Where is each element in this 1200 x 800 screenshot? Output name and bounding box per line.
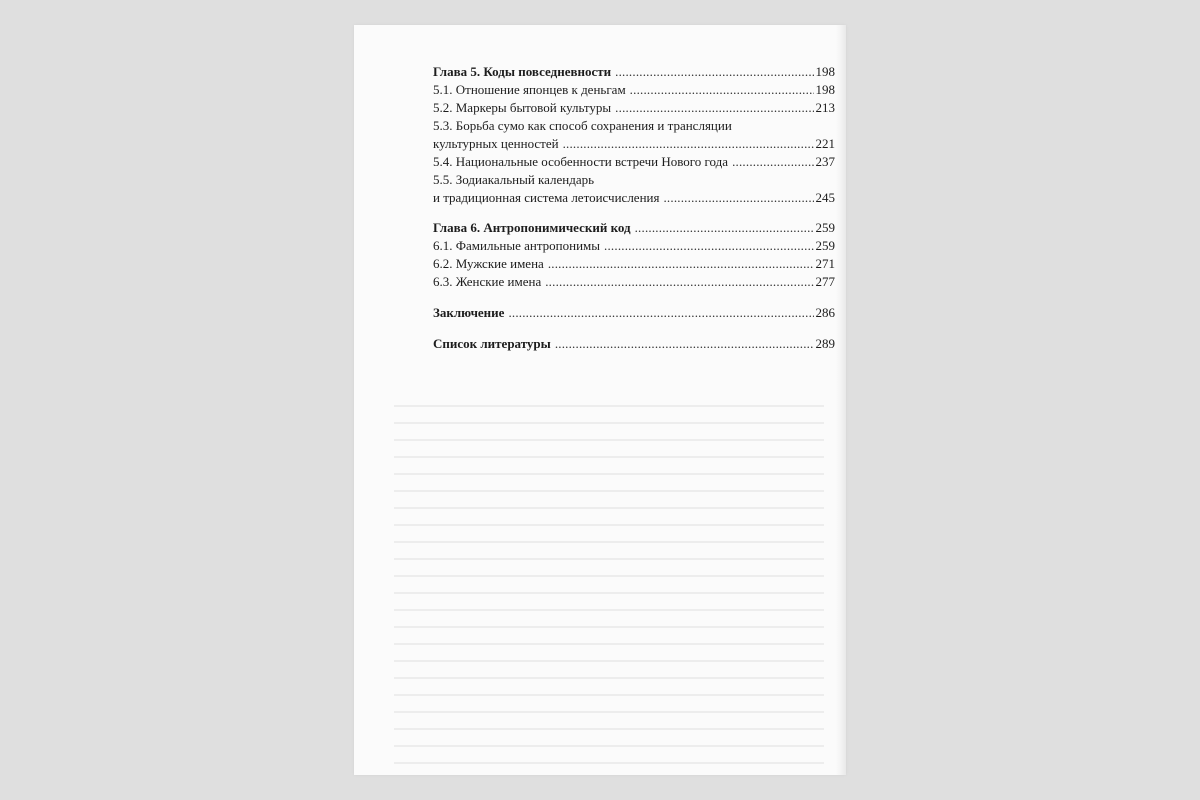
dot-leader — [604, 237, 813, 255]
toc-page-number: 286 — [815, 305, 835, 320]
toc-page-number: 289 — [815, 336, 835, 351]
toc-chapter-title: Список литературы — [433, 336, 551, 351]
toc-entry-label: 5.4. Национальные особенности встречи Нового года — [433, 154, 729, 169]
toc-entry-5-2 — [433, 99, 835, 117]
toc-entry-label-continued: и традиционная система летоисчисления — [433, 190, 660, 205]
dot-leader — [615, 99, 813, 117]
dot-leader — [615, 63, 813, 81]
table-of-contents — [433, 63, 835, 353]
dot-leader — [663, 189, 813, 207]
toc-entry-label: 6.1. Фамильные антропонимы — [433, 238, 601, 253]
toc-page-number: 245 — [815, 190, 835, 205]
toc-page-number: 277 — [815, 274, 835, 289]
toc-entry-6-2 — [433, 255, 835, 273]
toc-entry-5-4 — [433, 153, 835, 171]
toc-entry-5-1 — [433, 81, 835, 99]
toc-page-number: 198 — [815, 64, 835, 79]
toc-chapter-title: Заключение — [433, 305, 505, 320]
dot-leader — [732, 153, 813, 171]
toc-entry-label: 5.5. Зодиакальный календарь — [433, 172, 595, 187]
toc-entry-label: 5.2. Маркеры бытовой культуры — [433, 100, 612, 115]
spacer — [433, 291, 835, 304]
toc-entry-label: 5.3. Борьба сумо как способ сохранения и трансляции — [433, 118, 732, 133]
spacer — [433, 322, 835, 335]
dot-leader — [508, 304, 813, 322]
book-page — [354, 25, 846, 775]
toc-entry-5-5-line1 — [433, 171, 835, 189]
toc-page-number: 198 — [815, 82, 835, 97]
toc-entry-6-1 — [433, 237, 835, 255]
toc-entry-label-continued: культурных ценностей — [433, 136, 559, 151]
toc-page-number: 271 — [815, 256, 835, 271]
dot-leader — [545, 273, 813, 291]
toc-references — [433, 335, 835, 353]
toc-page-number: 213 — [815, 100, 835, 115]
toc-page-number: 221 — [815, 136, 835, 151]
toc-entry-label: 6.2. Мужские имена — [433, 256, 544, 271]
toc-entry-label: 5.1. Отношение японцев к деньгам — [433, 82, 626, 97]
toc-chapter-5 — [433, 63, 835, 81]
toc-entry-5-5-line2 — [433, 189, 835, 207]
dot-leader — [635, 219, 814, 237]
toc-chapter-title: Глава 6. Антропонимический код — [433, 220, 631, 235]
dot-leader — [630, 81, 814, 99]
toc-page-number: 259 — [815, 238, 835, 253]
dot-leader — [548, 255, 814, 273]
toc-conclusion — [433, 304, 835, 322]
dot-leader — [563, 135, 814, 153]
toc-entry-6-3 — [433, 273, 835, 291]
toc-chapter-6 — [433, 219, 835, 237]
toc-chapter-title: Глава 5. Коды повседневности — [433, 64, 612, 79]
spacer — [433, 207, 835, 219]
toc-page-number: 237 — [815, 154, 835, 169]
toc-entry-5-3-line2 — [433, 135, 835, 153]
toc-entry-5-3-line1 — [433, 117, 835, 135]
toc-entry-label: 6.3. Женские имена — [433, 274, 542, 289]
bleed-through-text — [394, 405, 824, 765]
dot-leader — [555, 335, 814, 353]
toc-page-number: 259 — [815, 220, 835, 235]
